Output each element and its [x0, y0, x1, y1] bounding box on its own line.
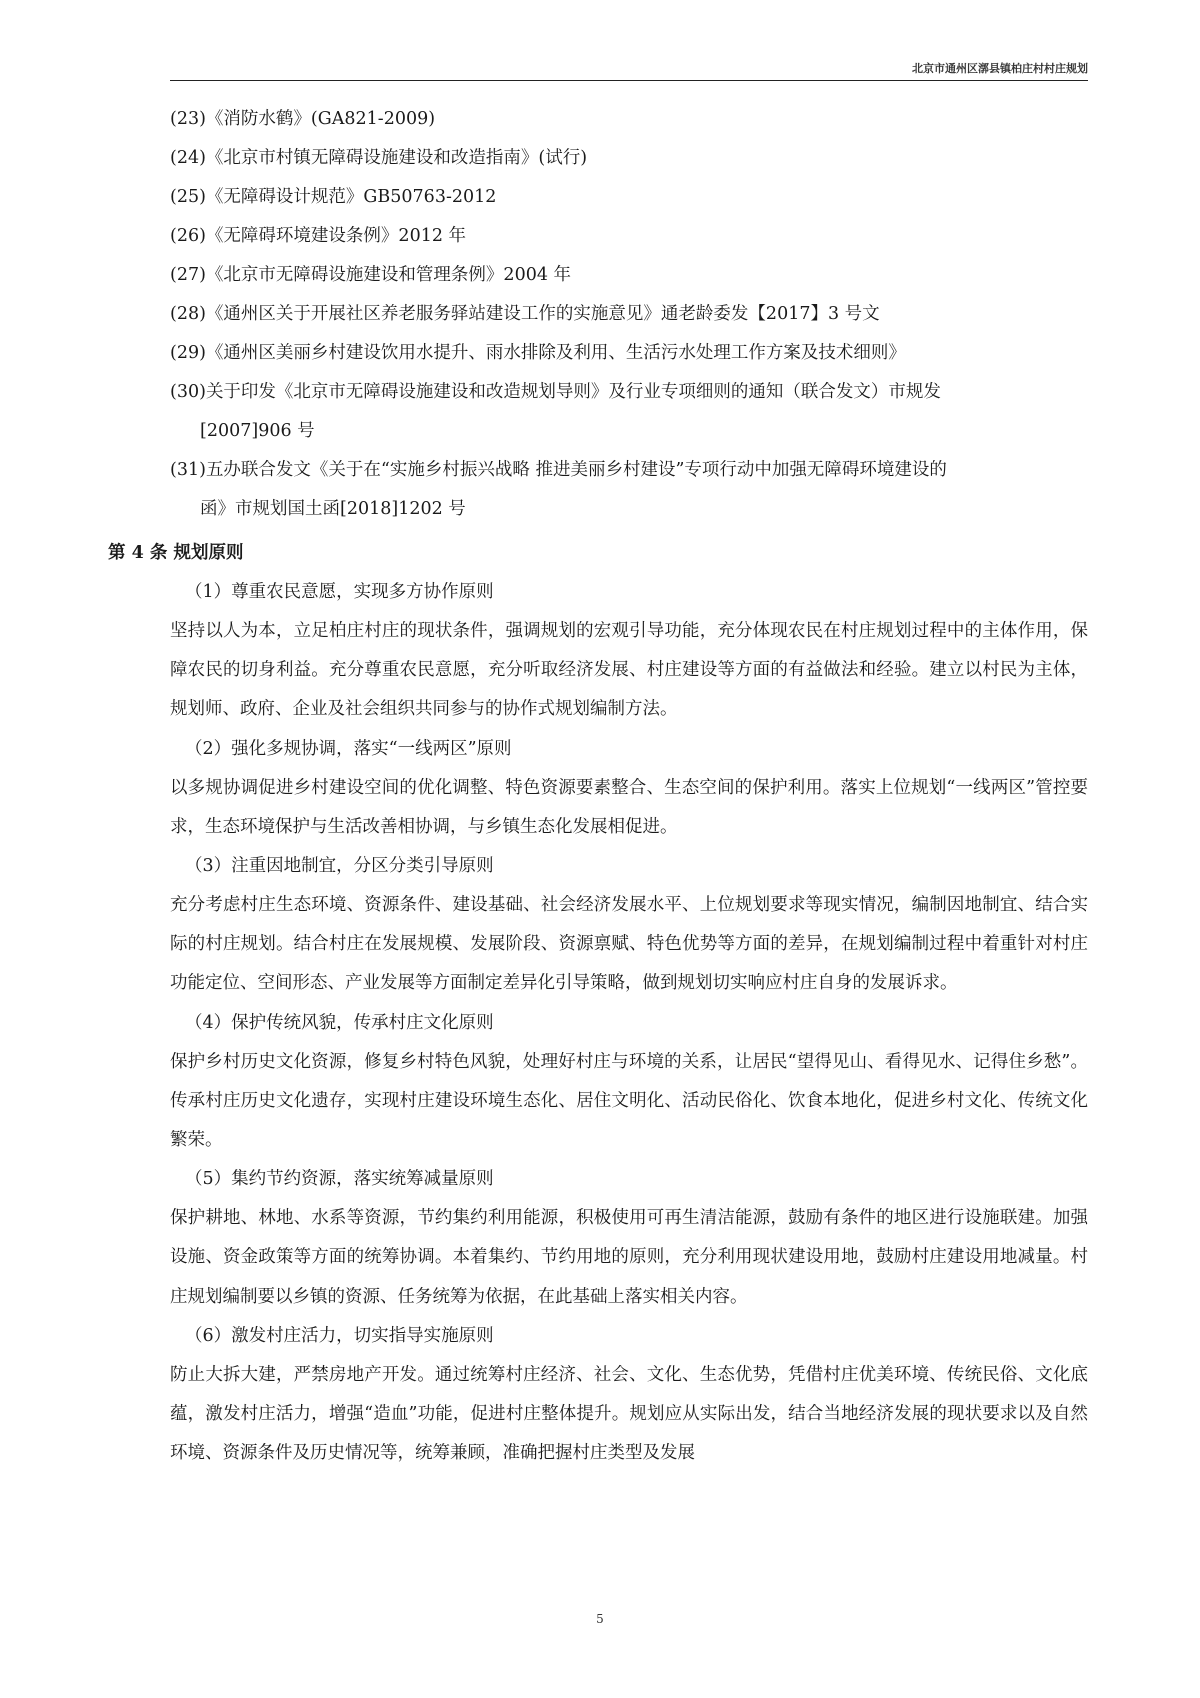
reference-item	[170, 334, 1088, 373]
paragraph-line: 以多规协调促进乡村建设空间的优化调整、特色资源要素整合、生态空间的保护利用。落实上位规划“一	[170, 777, 974, 798]
paragraph-line: 线两区”管控要求，生态环境保护与生活改善相协调，与乡镇生态化发展相促进。	[170, 777, 1088, 837]
paragraph-line: 充分考虑村庄生态环境、资源条件、建设基础、社会经济发展水平、上位规划要求等现实情况，编制因	[170, 895, 965, 916]
principle-paragraph	[170, 886, 1088, 1004]
reference-text: 关于印发《北京市无障碍设施建设和改造规划导则》及行业专项细则的通知（联合发文）市规发	[205, 382, 941, 402]
reference-item	[170, 256, 1088, 295]
reference-item	[170, 100, 1088, 139]
reference-number: (23)	[170, 109, 206, 129]
paragraph-line: 保护乡村历史文化资源，修复乡村特色风貌，处理好村庄与环境的关系，让居民“望得见山、看得见水、	[170, 1051, 974, 1072]
reference-item	[170, 373, 1088, 451]
principle-paragraph	[170, 1043, 1088, 1161]
paragraph-line: 统民俗、文化底蕴，激发村庄活力，增强“造血”功能，促进村庄整体提升。规划应从实际出发，结合	[170, 1364, 1089, 1425]
principles-section	[170, 573, 1088, 1473]
paragraph-line: 化，促进乡村文化、传统文化繁荣。	[170, 1090, 1089, 1151]
paragraph-line: 坚持以人为本，立足柏庄村庄的现状条件，强调规划的宏观引导功能，充分体现农民在村庄规划过程中	[170, 621, 965, 641]
reference-number: (28)	[170, 304, 206, 324]
paragraph-line: 在规划编制过程中着重针对村庄功能定位、空间形态、产业发展等方面制定差异化引导策略，做到规划	[170, 934, 1089, 994]
page-header	[170, 58, 1088, 81]
reference-text: 《消防水鹤》(GA821-2009)	[205, 109, 436, 129]
paragraph-line: 设施联建。加强设施、资金政策等方面的统筹协调。本着集约、节约用地的原则，充分利用现状建设用	[170, 1208, 1089, 1268]
reference-text: 《通州区美丽乡村建设饮用水提升、雨水排除及利用、生活污水处理工作方案及技术细则》	[205, 343, 906, 363]
reference-text: 《无障碍环境建设条例》2012 年	[205, 226, 467, 246]
paragraph-line: 切实响应村庄自身的发展诉求。	[712, 973, 958, 994]
reference-continuation: [2007]906 号	[200, 421, 315, 441]
paragraph-line: 防止大拆大建，严禁房地产开发。通过统筹村庄经济、社会、文化、生态优势，凭借村庄优美环境、传	[170, 1364, 965, 1385]
reference-text: 《北京市无障碍设施建设和管理条例》2004 年	[205, 265, 572, 285]
reference-number: (29)	[170, 343, 206, 363]
header-title: 北京市通州区漷县镇柏庄村村庄规划	[912, 62, 1088, 75]
principle-heading: （2）强化多规协调，落实“一线两区”原则	[185, 738, 512, 759]
principle-paragraph	[170, 769, 1088, 847]
principle-heading: （4）保护传统风貌，传承村庄文化原则	[185, 1012, 494, 1033]
reference-item	[170, 178, 1088, 217]
principle-heading: （3）注重因地制宜，分区分类引导原则	[185, 856, 494, 877]
reference-item	[170, 295, 1088, 334]
paragraph-line: 的主体作用，保障农民的切身利益。充分尊重农民意愿，充分听取经济发展、村庄建设等方面的有益做	[170, 621, 1089, 681]
principle-heading: （6）激发村庄活力，切实指导实施原则	[185, 1325, 494, 1346]
article-title: 第 4 条 规划原则	[108, 543, 244, 563]
reference-list	[170, 100, 1088, 529]
paragraph-line: 容。	[712, 1286, 748, 1307]
principle-paragraph	[170, 612, 1088, 730]
reference-item	[170, 139, 1088, 178]
paragraph-line: 当地经济发展的现状要求以及自然环境、资源条件及历史情况等，统筹兼顾，准确把握村庄类型及发展	[170, 1404, 1089, 1464]
reference-number: (25)	[170, 187, 206, 207]
principle-paragraph	[170, 1356, 1088, 1474]
reference-text: 五办联合发文《关于在“实施乡村振兴战略 推进美丽乡村建设”专项行动中加强无障碍环境建设的	[205, 460, 947, 480]
reference-text: 《通州区关于开展社区养老服务驿站建设工作的实施意见》通老龄委发【2017】3 号文	[205, 304, 880, 324]
reference-text: 《无障碍设计规范》GB50763-2012	[205, 187, 497, 207]
reference-item	[170, 217, 1088, 256]
paragraph-line: 地制宜、结合实际的村庄规划。结合村庄在发展规模、发展阶段、资源禀赋、特色优势等方面的差异，	[170, 895, 1089, 955]
reference-item	[170, 451, 1088, 529]
principle-heading: （5）集约节约资源，落实统筹减量原则	[185, 1169, 494, 1190]
principle-paragraph	[170, 1199, 1088, 1317]
reference-number: (27)	[170, 265, 206, 285]
reference-number: (30)	[170, 382, 206, 402]
reference-number: (24)	[170, 148, 206, 168]
reference-number: (26)	[170, 226, 206, 246]
principle-heading: （1）尊重农民意愿，实现多方协作原则	[185, 582, 494, 602]
page-number: 5	[596, 1612, 604, 1626]
reference-number: (31)	[170, 460, 206, 480]
paragraph-line: 记得住乡愁”。传承村庄历史文化遗存，实现村庄建设环境生态化、居住文明化、活动民俗化、饮食本地	[170, 1051, 1088, 1111]
reference-continuation: 函》市规划国土函[2018]1202 号	[200, 499, 466, 519]
reference-text: 《北京市村镇无障碍设施建设和改造指南》(试行)	[205, 148, 588, 168]
paragraph-line: 法和经验。建立以村民为主体，规划师、政府、企业及社会组织共同参与的协作式规划编制方法。	[170, 660, 1089, 720]
paragraph-line: 保护耕地、林地、水系等资源，节约集约利用能源，积极使用可再生清洁能源，鼓励有条件的地区进行	[170, 1208, 965, 1229]
paragraph-line: 地，鼓励村庄建设用地减量。村庄规划编制要以乡镇的资源、任务统筹为依据，在此基础上落实相关内	[170, 1247, 1089, 1307]
